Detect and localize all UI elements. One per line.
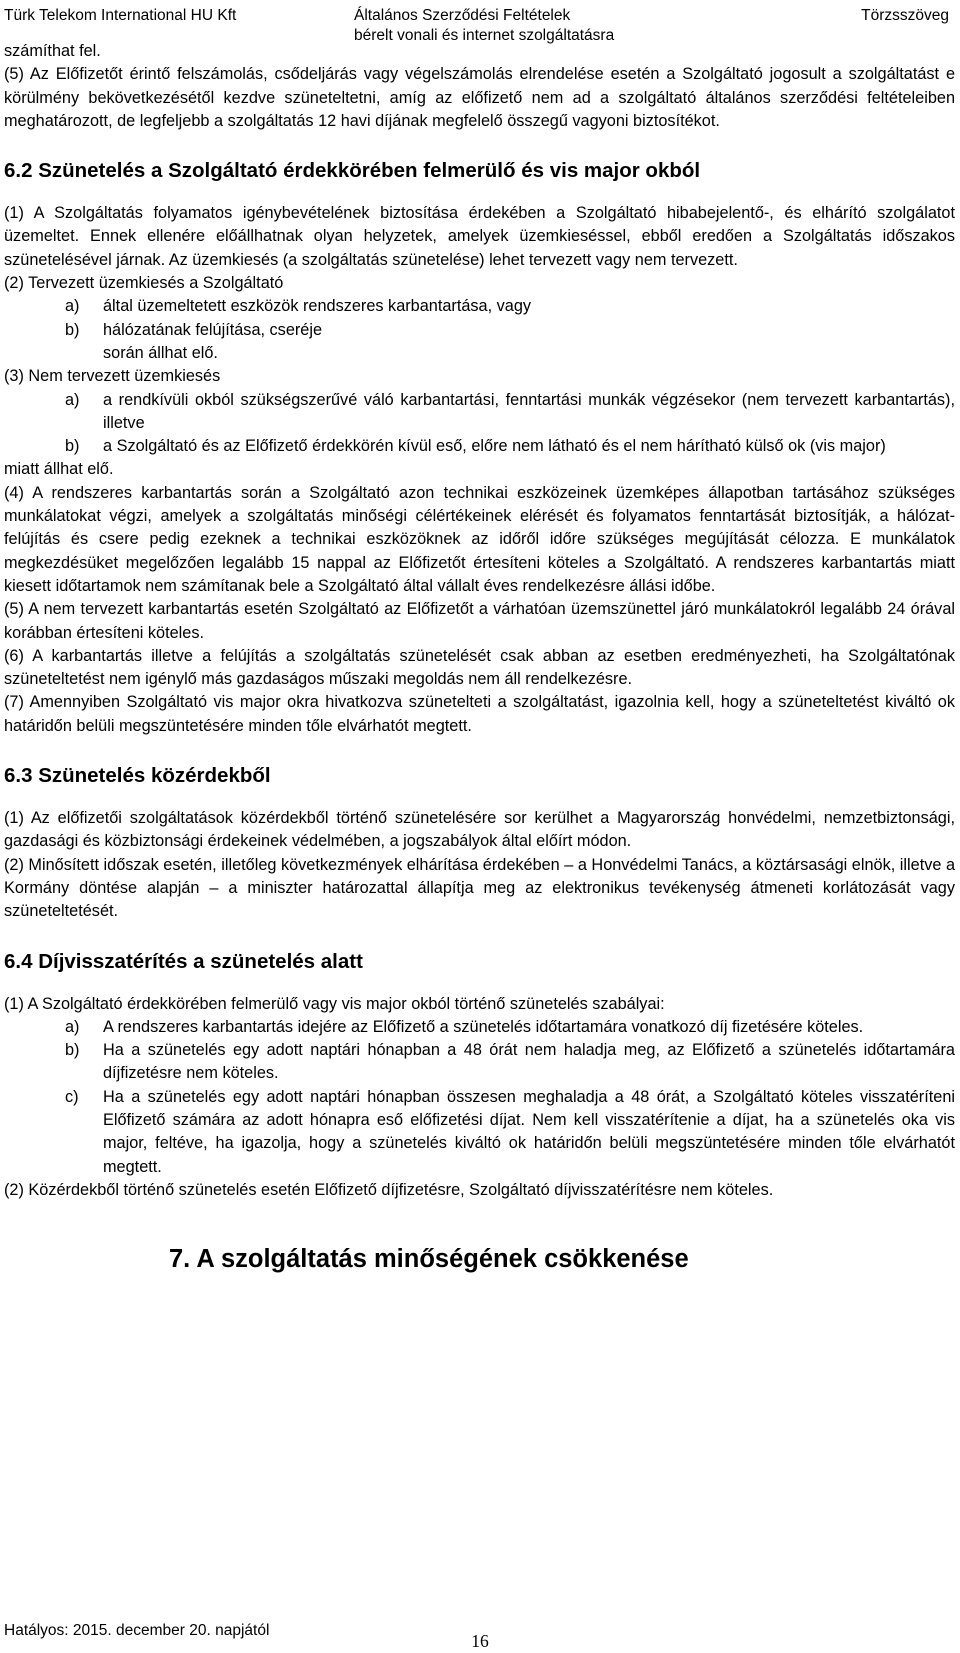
list-item-text: hálózatának felújítása, cseréje xyxy=(103,320,323,339)
s64-list-item-a xyxy=(4,1016,955,1039)
document-body xyxy=(4,40,955,1274)
s62-paragraph-6: (6) A karbantartás illetve a felújítás a szolgáltatás szünetelését csak abban az esetben eredményezheti, ha Szolgáltatónak szüneteltetést nem igénylő más gazdaságos műszaki megoldás nem áll rendelkezésre. xyxy=(4,646,955,689)
page-header xyxy=(0,5,960,45)
list-item-text: által üzemeltetett eszközök rendszeres karbantartása, vagy xyxy=(103,297,532,316)
s63-paragraph-1: (1) Az előfizetői szolgáltatások közérdekből történő szünetelésére sor kerülhet a Magyarország honvédelmi, nemzetbiztonsági, gazdasági és közbiztonsági érdekeinek védelmében, a jogszabályok által előírt módon. xyxy=(4,809,955,851)
header-company: Türk Telekom International HU Kft xyxy=(4,7,237,24)
s62-p3-list-item-a xyxy=(4,389,955,436)
s64-list-item-c xyxy=(4,1086,955,1179)
s64-paragraph-1-intro: (1) A Szolgáltató érdekkörében felmerülő vagy vis major okból történő szünetelés szabályai: xyxy=(4,994,665,1013)
s62-paragraph-4: (4) A rendszeres karbantartás során a Szolgáltató azon technikai eszközeinek üzemképes állapotban tartásához szükséges munkálatokat végzi, amelyek a szolgáltatás minőségi célértékeinek elérését és folyamatos fenntartását biztosítják, a hálózat- felújítás és csere pedig ezeknek a technikai eszközöknek az időről időre szükséges megújítását célozza. E munkálatok megkezdésüket megelőzően legalább 15 nappal az Előfizetőt értesíteni köteles a Szolgáltató. A rendszeres karbantartás miatt kiesett időtartamok nem számítanak bele a Szolgáltató által vállalt éves rendelkezésre állási időbe. xyxy=(4,483,955,595)
heading-6-2: 6.2 Szünetelés a Szolgáltató érdekkörében felmerülő és vis major okból xyxy=(4,159,701,183)
header-section-kind: Törzsszöveg xyxy=(861,7,949,24)
list-item-text: Ha a szünetelés egy adott naptári hónapban összesen meghaladja a 48 órát, a Szolgáltató köteles visszatéríteni Előfizető számára az adott hónapra eső előfizetési díjat. Nem kell visszatérítenie a díjat, ha a szünetelés oka vis major, feltéve, ha igazolja, hogy a szünetelés kiváltó ok határidőn belüli megszüntetésére minden tőle elvárhatót megtett. xyxy=(103,1087,955,1176)
footer-effective-date: Hatályos: 2015. december 20. napjától xyxy=(4,1622,270,1639)
s64-paragraph-2: (2) Közérdekből történő szünetelés esetén Előfizető díjfizetésre, Szolgáltató díjvisszatérítésre nem köteles. xyxy=(4,1180,774,1199)
header-document-title: Általános Szerződési Feltételek xyxy=(354,7,571,24)
page-number: 16 xyxy=(471,1631,489,1651)
list-item-text: a rendkívüli okból szükségszerűvé váló karbantartási, fenntartási munkák végzésekor (nem tervezett karbantartás), illetve xyxy=(103,390,955,432)
s62-paragraph-3-tail: miatt állhat elő. xyxy=(4,460,114,479)
list-item-text: a Szolgáltató és az Előfizető érdekkörén kívül eső, előre nem látható és el nem hárítható külső ok (vis major) xyxy=(103,437,886,456)
s62-p3-list-item-b xyxy=(4,435,955,458)
s62-paragraph-3-intro: (3) Nem tervezett üzemkiesés xyxy=(4,367,221,386)
s64-list-item-b xyxy=(4,1039,955,1086)
s63-paragraph-2: (2) Minősített időszak esetén, illetőleg következmények elhárítása érdekében – a Honvédelmi Tanács, a köztársasági elnök, illetve a Kormány döntése alapján – a miniszter határozattal állapítja meg az elektronikus tevékenység átmeneti korlátozását vagy szüneteltetését. xyxy=(4,855,955,921)
header-document-subtitle: bérelt vonali és internet szolgáltatásra xyxy=(354,27,615,44)
heading-6-3: 6.3 Szünetelés közérdekből xyxy=(4,764,271,788)
list-item-text: A rendszeres karbantartás idejére az Előfizető a szünetelés időtartamára vonatkozó díj fizetésére köteles. xyxy=(103,1017,864,1036)
list-marker: a) xyxy=(65,297,80,316)
s62-paragraph-2-tail: során állhat elő. xyxy=(103,343,218,362)
s62-list-item-a xyxy=(4,295,955,318)
list-marker: a) xyxy=(65,1017,80,1036)
list-marker: b) xyxy=(65,320,80,339)
s62-paragraph-2-intro: (2) Tervezett üzemkiesés a Szolgáltató xyxy=(4,274,284,293)
list-item-text: Ha a szünetelés egy adott naptári hónapban a 48 órát nem haladja meg, az Előfizető a szünetelés időtartamára díjfizetésre nem köteles. xyxy=(103,1041,955,1083)
s62-paragraph-5: (5) A nem tervezett karbantartás esetén Szolgáltató az Előfizetőt a várhatóan üzemszünettel járó munkálatokról legalább 24 órával korábban értesíteni köteles. xyxy=(4,600,955,642)
paragraph-5: (5) Az Előfizetőt érintő felszámolás, csődeljárás vagy végelszámolás elrendelése esetén a Szolgáltató jogosult a szolgáltatást e körülmény bekövetkezésétől kezdve szüneteltetni, amíg az előfizető nem ad a szolgáltató általános szerződési feltételeiben meghatározott, de legfeljebb a szolgáltatás 12 havi díjának megfelelő összegű vagyoni biztosítékot. xyxy=(4,65,955,130)
s62-paragraph-1: (1) A Szolgáltatás folyamatos igénybevételének biztosítása érdekében a Szolgáltató hibabejelentő-, és elhárító szolgálatot üzemeltet. Ennek ellenére előállhatnak olyan helyzetek, amelyek üzemkieséssel, ebből eredően a Szolgáltatás időszakos szünetelésével járnak. Az üzemkiesés (a szolgáltatás szünetelése) lehet tervezett vagy nem tervezett. xyxy=(4,204,955,269)
list-marker: a) xyxy=(65,390,80,409)
chapter-7-heading: 7. A szolgáltatás minőségének csökkenése xyxy=(169,1245,689,1274)
list-marker: c) xyxy=(65,1087,79,1106)
carryover-text: számíthat fel. xyxy=(4,42,101,60)
s62-paragraph-7: (7) Amennyiben Szolgáltató vis major okra hivatkozva szünetelteti a szolgáltatást, igazolnia kell, hogy a szüneteltetést kiváltó ok határidőn belüli megszüntetésére minden tőle elvárhatót megtett. xyxy=(4,693,955,735)
list-marker: b) xyxy=(65,1041,80,1060)
heading-6-4: 6.4 Díjvisszatérítés a szünetelés alatt xyxy=(4,949,363,973)
s62-list-item-b xyxy=(4,319,955,342)
list-marker: b) xyxy=(65,437,80,456)
